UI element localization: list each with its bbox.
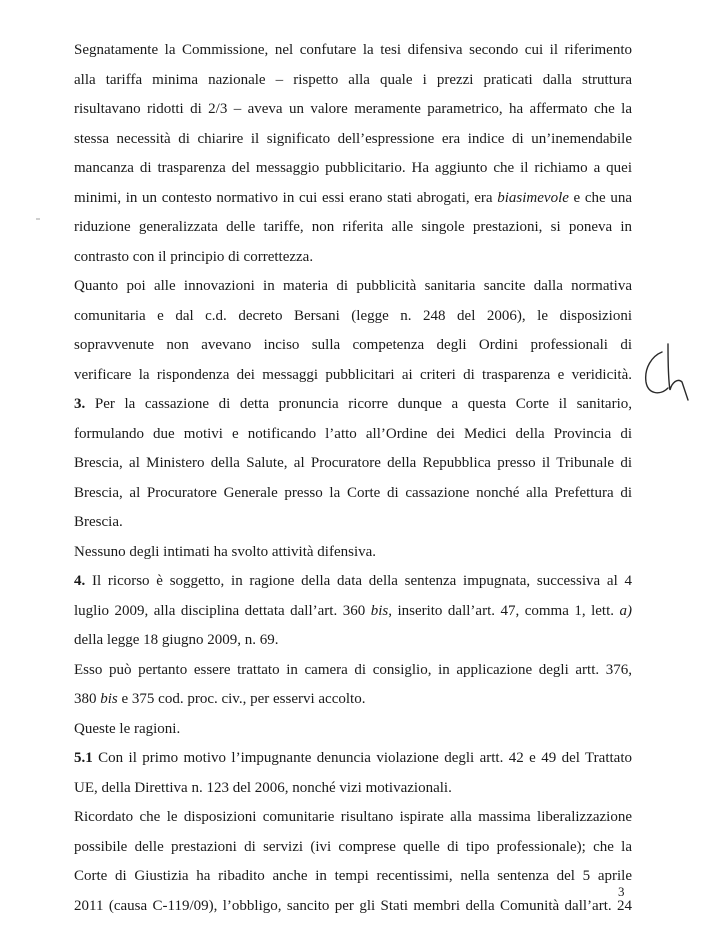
text-line [74, 508, 632, 538]
text-line [74, 184, 632, 214]
text-run: verificare la rispondenza dei messaggi pubblicitari ai criteri di trasparenza e veridicità. [74, 366, 632, 383]
scan-blemish [36, 218, 40, 220]
text-run: stessa necessità di chiarire il significato dell’espressione era indice di un’inemendabile [74, 130, 632, 147]
text-line [74, 449, 632, 479]
text-run: contrasto con il principio di correttezza. [74, 248, 314, 265]
text-run: Esso può pertanto essere trattato in camera di consiglio, in applicazione degli artt. 376, [74, 661, 632, 678]
text-run: e che una [568, 189, 632, 206]
text-run: e 375 cod. proc. civ., per esservi accolto. [117, 691, 366, 707]
text-run: Brescia. [74, 514, 123, 530]
text-line [74, 479, 632, 509]
text-run: Segnatamente la Commissione, nel confutare la tesi difensiva secondo cui il riferimento [74, 42, 632, 58]
text-run: formulando due motivi e notificando l’atto all’Ordine dei Medici della Provincia di [74, 425, 632, 442]
text-line [74, 626, 632, 656]
text-line [74, 420, 632, 450]
text-run: Con il primo motivo l’impugnante denuncia violazione degli artt. 42 e 49 del Trattato [92, 750, 632, 766]
text-run: Quanto poi alle innovazioni in materia di pubblicità sanitaria sancite dalla normativa [74, 278, 632, 294]
text-line [74, 862, 632, 892]
text-run: Il ricorso è soggetto, in ragione della data della sentenza impugnata, successiva al 4 [85, 573, 632, 589]
handwritten-initials [638, 338, 690, 408]
text-line [74, 243, 632, 273]
document-body [74, 36, 632, 921]
text-line [74, 538, 632, 568]
text-run: della legge 18 giugno 2009, n. 69. [74, 632, 279, 648]
text-line [74, 892, 632, 922]
text-run: alla tariffa minima nazionale – rispetto alla quale i prezzi praticati dalla struttura [74, 71, 632, 88]
text-run: risultavano ridotti di 2/3 – aveva un valore meramente parametrico, ha affermato che la [74, 101, 632, 117]
text-line [74, 390, 632, 420]
text-run: Nessuno degli intimati ha svolto attività difensiva. [74, 543, 377, 560]
text-line [74, 774, 632, 804]
text-line [74, 685, 632, 715]
section-number: 4. [74, 573, 86, 589]
italic-term: bis [100, 691, 118, 707]
text-line [74, 597, 632, 627]
text-run: luglio 2009, alla disciplina dettata dall’art. 360 [74, 602, 371, 619]
text-run: minimi, in un contesto normativo in cui essi erano stati abrogati, era [74, 189, 498, 206]
text-line [74, 744, 632, 774]
text-run: Queste le ragioni. [74, 720, 181, 737]
text-line [74, 154, 632, 184]
text-line [74, 331, 632, 361]
text-line [74, 95, 632, 125]
text-run: 2011 (causa C-119/09), l’obbligo, sancito per gli Stati membri della Comunità dall’art. 24 [74, 897, 632, 914]
text-line [74, 213, 632, 243]
text-line [74, 656, 632, 686]
section-number: 5.1 [74, 750, 93, 766]
text-run: riduzione generalizzata delle tariffe, non riferita alle singole prestazioni, si poneva in [74, 219, 632, 235]
text-run: 380 [74, 691, 101, 707]
text-run: mancanza di trasparenza del messaggio pubblicitario. Ha aggiunto che il richiamo a quei [74, 160, 632, 176]
text-run: , inserito dall’art. 47, comma 1, lett. [388, 602, 620, 619]
text-run: Per la cassazione di detta pronuncia ricorre dunque a questa Corte il sanitario, [85, 396, 632, 412]
text-line [74, 36, 632, 66]
text-line [74, 302, 632, 332]
italic-term: biasimevole [497, 189, 569, 206]
text-run: Brescia, al Ministero della Salute, al Procuratore della Repubblica presso il Tribunale di [74, 455, 632, 471]
section-number: 3. [74, 396, 86, 412]
text-run: Brescia, al Procuratore Generale presso la Corte di cassazione nonché alla Prefettura di [74, 484, 632, 501]
text-run: sopravvenute non avevano inciso sulla competenza degli Ordini professionali di [74, 337, 632, 353]
italic-term: a) [619, 602, 632, 619]
text-line [74, 567, 632, 597]
text-line [74, 361, 632, 391]
page-number: 3 [618, 884, 625, 899]
text-line [74, 66, 632, 96]
italic-term: bis [370, 602, 389, 619]
text-line [74, 715, 632, 745]
text-line [74, 803, 632, 833]
text-run: comunitaria e dal c.d. decreto Bersani (legge n. 248 del 2006), le disposizioni [74, 307, 632, 324]
text-run: Ricordato che le disposizioni comunitarie risultano ispirate alla massima liberalizzazione [74, 809, 632, 825]
text-line [74, 833, 632, 863]
text-line [74, 272, 632, 302]
text-run: possibile delle prestazioni di servizi (ivi comprese quelle di tipo professionale); che la [74, 838, 632, 855]
text-run: Corte di Giustizia ha ribadito anche in tempi recentissimi, nella sentenza del 5 aprile [74, 868, 632, 884]
text-run: UE, della Direttiva n. 123 del 2006, nonché vizi motivazionali. [74, 779, 452, 796]
text-line [74, 125, 632, 155]
